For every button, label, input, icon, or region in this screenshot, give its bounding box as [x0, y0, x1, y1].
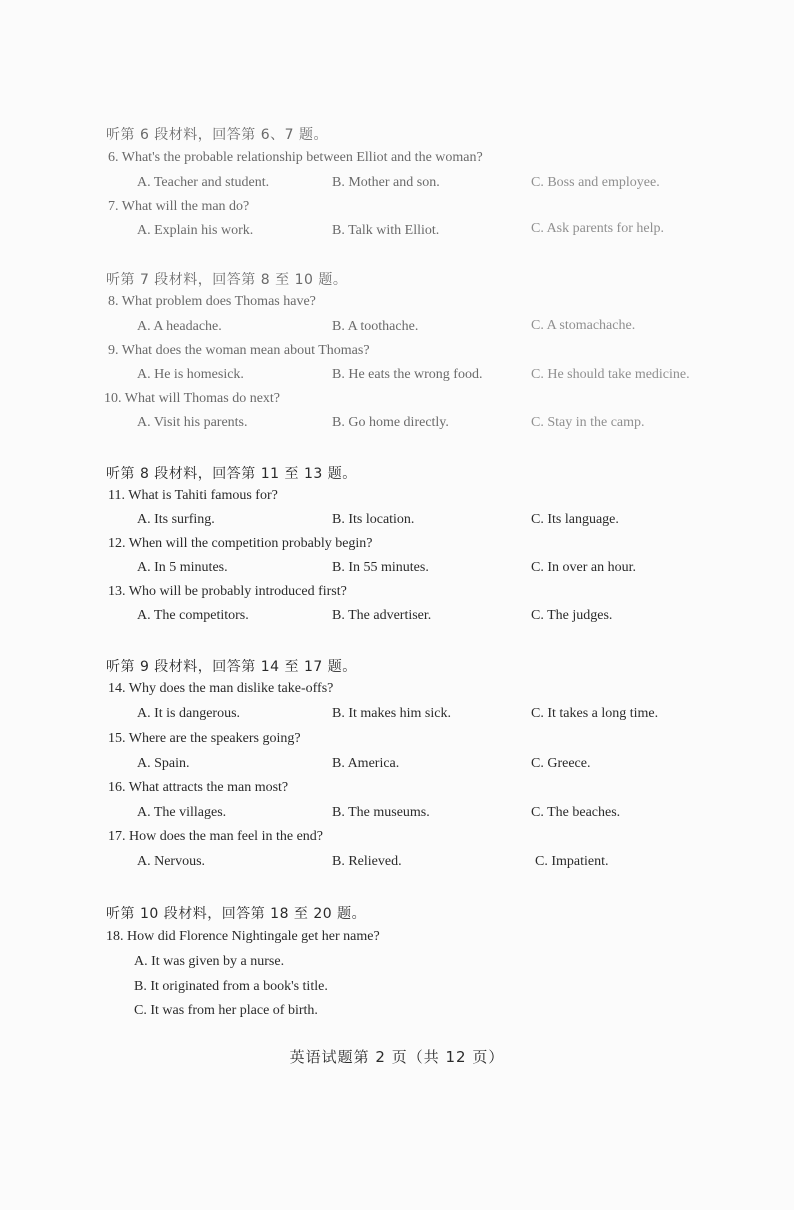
option-b: B. The advertiser. — [332, 608, 432, 623]
option-c: C. Its language. — [531, 512, 619, 527]
section-heading: 听第 9 段材料，回答第 14 至 17 题。 — [106, 659, 357, 675]
option-c: C. It takes a long time. — [531, 706, 659, 721]
question-number: 12. — [108, 536, 126, 551]
question — [108, 150, 483, 166]
option-c: C. Greece. — [531, 756, 591, 771]
option-b: B. America. — [332, 756, 400, 771]
section-heading: 听第 8 段材料，回答第 11 至 13 题。 — [106, 466, 357, 482]
question-number: 16. — [108, 780, 126, 795]
question-number: 8. — [108, 294, 119, 309]
option-b: B. Talk with Elliot. — [332, 223, 440, 238]
question-number: 6. — [108, 150, 119, 165]
option-c: C. He should take medicine. — [531, 367, 690, 382]
question-number: 15. — [108, 731, 126, 746]
question-text: What does the woman mean about Thomas? — [121, 343, 370, 358]
question-number: 18. — [106, 929, 124, 944]
question — [108, 294, 316, 310]
question-text: What will the man do? — [121, 199, 250, 214]
option-b: B. Relieved. — [332, 854, 402, 869]
question — [108, 199, 249, 215]
question-text: When will the competition probably begin? — [128, 536, 373, 551]
option-c: C. The judges. — [531, 608, 613, 623]
option-a: A. Spain. — [137, 756, 190, 771]
section-heading: 听第 10 段材料，回答第 18 至 20 题。 — [106, 906, 367, 922]
section-heading: 听第 7 段材料，回答第 8 至 10 题。 — [106, 272, 348, 288]
question-text: Who will be probably introduced first? — [128, 584, 347, 599]
option-b: B. It makes him sick. — [332, 706, 451, 721]
question-text: What attracts the man most? — [128, 780, 289, 795]
option-b: B. Its location. — [332, 512, 415, 527]
option-b: B. In 55 minutes. — [332, 560, 429, 575]
option-a: A. Teacher and student. — [137, 175, 270, 190]
option-a: A. Visit his parents. — [137, 415, 248, 430]
option-c: C. The beaches. — [531, 805, 621, 820]
question-text: What will Thomas do next? — [124, 391, 281, 406]
question — [106, 929, 380, 945]
question-text: Where are the speakers going? — [128, 731, 301, 746]
question-number: 7. — [108, 199, 119, 214]
question-number: 14. — [108, 681, 126, 696]
option-a: A. It was given by a nurse. — [134, 954, 285, 969]
question-number: 9. — [108, 343, 119, 358]
option-c: C. Boss and employee. — [531, 175, 660, 190]
question-number: 10. — [104, 391, 122, 406]
option-b: B. He eats the wrong food. — [332, 367, 483, 382]
question-text: Why does the man dislike take-offs? — [128, 681, 334, 696]
option-c: C. Ask parents for help. — [531, 221, 664, 236]
question-text: How does the man feel in the end? — [129, 829, 323, 844]
option-c: C. Impatient. — [535, 854, 609, 869]
question — [104, 391, 280, 407]
question — [108, 584, 347, 600]
option-a: A. He is homesick. — [137, 367, 244, 382]
option-b: B. A toothache. — [332, 319, 419, 334]
question — [108, 731, 301, 747]
option-b: B. Mother and son. — [332, 175, 440, 190]
option-a: A. The competitors. — [137, 608, 249, 623]
question — [108, 829, 323, 845]
page-footer: 英语试题第 2 页（共 12 页） — [289, 1048, 505, 1066]
option-a: A. Explain his work. — [137, 223, 254, 238]
question-number: 13. — [108, 584, 126, 599]
question-text: What problem does Thomas have? — [121, 294, 316, 309]
option-a: A. A headache. — [137, 319, 222, 334]
question-number: 11. — [108, 488, 125, 503]
question — [108, 536, 373, 552]
option-a: A. In 5 minutes. — [137, 560, 228, 575]
option-b: B. It originated from a book's title. — [134, 979, 328, 994]
question-text: How did Florence Nightingale get her name? — [127, 929, 380, 944]
option-c: C. It was from her place of birth. — [134, 1003, 318, 1018]
option-c: C. In over an hour. — [531, 560, 636, 575]
question-text: What's the probable relationship between Elliot and the woman? — [121, 150, 483, 165]
option-c: C. Stay in the camp. — [531, 415, 645, 430]
question-text: What is Tahiti famous for? — [128, 488, 278, 503]
option-b: B. The museums. — [332, 805, 430, 820]
question — [108, 780, 288, 796]
option-b: B. Go home directly. — [332, 415, 449, 430]
section-heading: 听第 6 段材料，回答第 6、7 题。 — [106, 127, 329, 143]
question — [108, 343, 370, 359]
question-number: 17. — [108, 829, 126, 844]
option-a: A. It is dangerous. — [137, 706, 241, 721]
option-a: A. Nervous. — [137, 854, 206, 869]
question — [108, 488, 278, 504]
option-c: C. A stomachache. — [531, 318, 636, 333]
option-a: A. The villages. — [137, 805, 227, 820]
option-a: A. Its surfing. — [137, 512, 215, 527]
question — [108, 681, 333, 697]
